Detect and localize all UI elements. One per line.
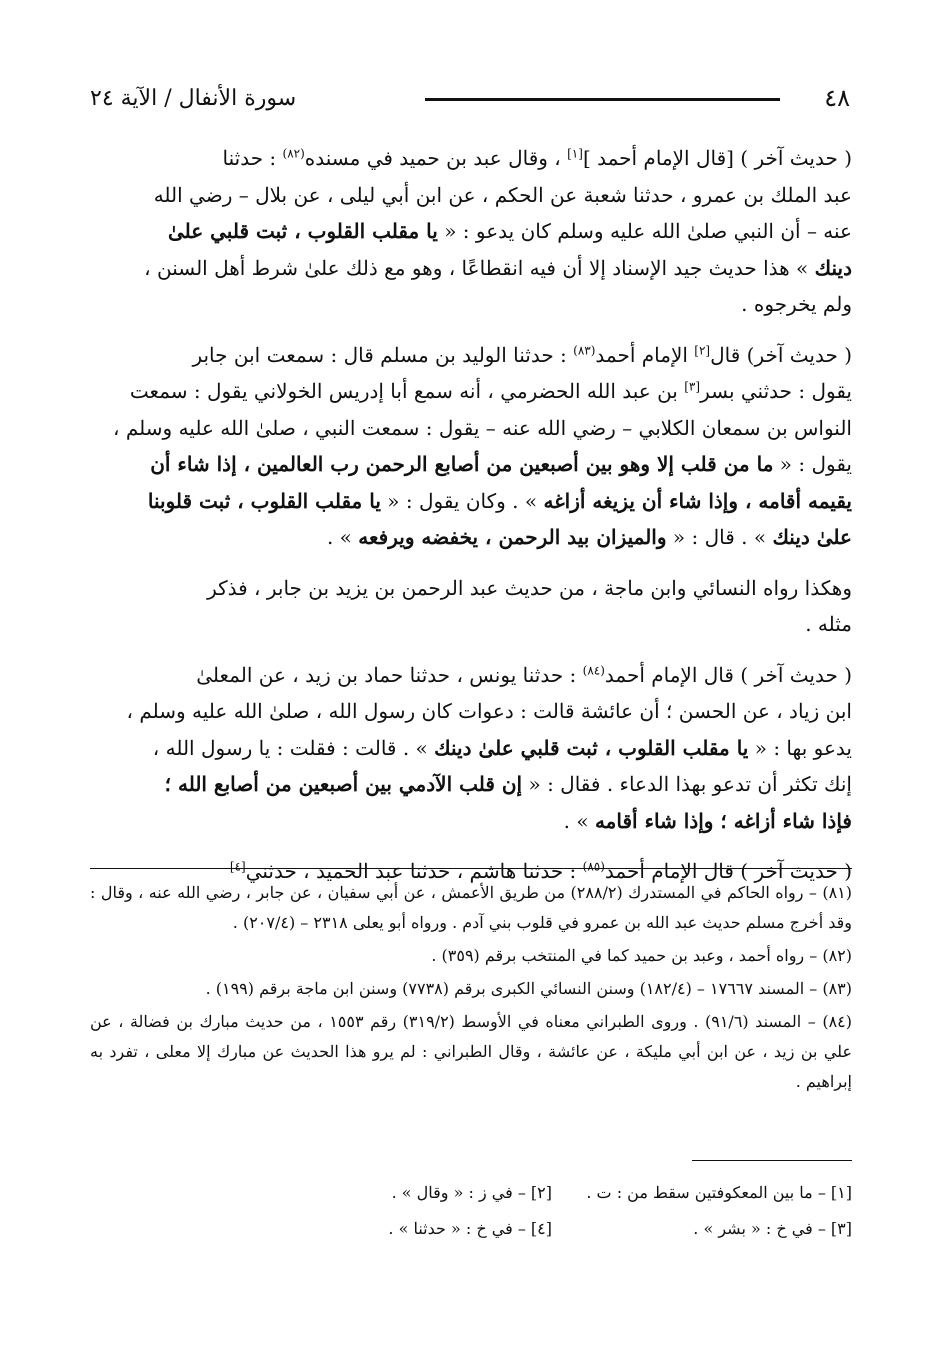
footnote-83: (٨٣) – المسند ١٧٦٦٧ – (١٨٢/٤) وسنن النسائي الكبرى برقم (٧٧٣٨) وسنن ابن ماجة برقم (١٩٩) .	[205, 979, 852, 998]
text-line	[90, 337, 852, 374]
text-segment: يقول : حدثني بسر	[700, 379, 852, 403]
text-line	[90, 140, 852, 177]
text-segment: ( حديث آخر) قال	[710, 342, 852, 367]
text-line	[90, 803, 852, 840]
text-segment: » هذا حديث جيد الإسناد إلا أن فيه انقطاعًا ، وهو مع ذلك علىٰ شرط أهل السنن ،	[144, 255, 815, 280]
hadith-quote: يقيمه أقامه ، وإذا شاء أن يزيغه أزاغه	[543, 488, 852, 513]
text-segment: » .	[326, 525, 359, 549]
text-line	[90, 410, 852, 447]
reference-marker: (٨٣)	[573, 342, 596, 357]
variant-1: [١] – ما بين المعكوفتين سقط من : ت .	[586, 1183, 852, 1202]
text-segment: إنك تكثر أن تدعو بهذا الدعاء . فقال : «	[522, 772, 852, 796]
text-segment: ابن زياد ، عن الحسن ؛ أن عائشة قالت : دعوات كان رسول الله ، صلىٰ الله عليه وسلم ،	[126, 699, 852, 723]
variants-row	[90, 1175, 852, 1211]
text-segment: ( حديث آخر ) [قال الإمام أحمد ]	[582, 146, 852, 170]
reference-marker: [٣]	[684, 379, 701, 394]
hadith-quote: يا مقلب القلوب ، ثبت قلوبنا	[147, 488, 381, 513]
text-segment: : حدثنا الوليد بن مسلم قال : سمعت ابن جابر	[192, 342, 574, 367]
text-line	[90, 213, 852, 250]
reference-marker: (٨٥)	[582, 859, 605, 874]
reference-marker: [٤]	[229, 859, 246, 874]
text-segment: النواس بن سمعان الكلابي – رضي الله عنه – يقول : سمعت النبي ، صلىٰ الله عليه وسلم ،	[113, 415, 852, 440]
text-segment: مثله .	[805, 612, 852, 636]
reference-marker: [١]	[567, 146, 583, 161]
text-segment: » . قالت : فقلت : يا رسول الله ،	[152, 735, 435, 760]
text-segment: » . وكان يقول : «	[380, 488, 544, 513]
text-segment: » . قال : «	[666, 525, 773, 549]
running-title: سورة الأنفال / الآية ٢٤	[90, 86, 297, 111]
text-segment: ( حديث آخر ) قال الإمام أحمد	[604, 662, 852, 687]
hadith-quote: إن قلب الآدمي بين أصبعين من أصابع الله ؛	[164, 772, 523, 796]
text-segment: : حدثنا يونس ، حدثنا حماد بن زيد ، عن المعلىٰ	[196, 662, 583, 687]
text-segment: بن عبد الله الحضرمي ، أنه سمع أبا إدريس الخولاني يقول : سمعت	[129, 379, 685, 403]
text-line	[90, 177, 852, 214]
main-text	[90, 140, 852, 904]
hadith-quote: يا مقلب القلوب ، ثبت قلبي علىٰ دينك	[434, 735, 749, 760]
paragraph	[90, 657, 852, 840]
text-segment: يدعو بها : «	[748, 735, 852, 760]
text-line	[90, 766, 852, 803]
text-segment: » .	[563, 808, 595, 833]
reference-marker: (٨٢)	[282, 146, 305, 161]
variant-2: [٢] – في ز : « وقال » .	[391, 1183, 552, 1202]
text-line	[90, 570, 852, 607]
footnote-81: (٨١) – رواه الحاكم في المستدرك (٢٨٨/٢) من طريق الأعمش ، عن أبي سفيان ، عن جابر ، رضي الله عنه ، وقال : وقد أخرج مسلم حديث عبد الله بن عمرو في قلوب بني آدم . ورواه أبو يعلى ٢٣١٨ – (٢٠٧/٤) .	[90, 883, 853, 932]
text-line	[90, 250, 852, 287]
text-line	[90, 446, 852, 483]
hadith-quote: دينك	[814, 255, 852, 280]
footnote-82: (٨٢) – رواه أحمد ، وعبد بن حميد كما في المنتخب برقم (٣٥٩) .	[431, 946, 852, 965]
text-line	[90, 286, 852, 323]
text-segment: يقول : «	[773, 452, 852, 476]
header-rule	[425, 98, 780, 101]
manuscript-variants	[90, 1175, 852, 1247]
text-segment: عنه – أن النبي صلىٰ الله عليه وسلم كان يدعو : «	[437, 219, 852, 243]
variant-3: [٣] – في خ : « بشر » .	[693, 1219, 852, 1238]
paragraph	[90, 140, 852, 323]
text-line	[90, 693, 852, 730]
footnote-separator	[90, 868, 852, 869]
hadith-quote: والميزان بيد الرحمن ، يخفضه ويرفعه	[358, 525, 667, 549]
text-segment: ( حديث آخر ) قال الإمام أحمد	[604, 859, 852, 883]
text-line	[90, 483, 852, 520]
text-segment: : حدثنا هاشم ، حدثنا عبد الحميد ، حدثني	[245, 859, 583, 883]
reference-marker: (٨٤)	[582, 662, 605, 677]
text-line	[90, 730, 852, 767]
text-segment: : حدثنا	[222, 146, 283, 170]
text-line	[90, 657, 852, 694]
text-segment: وهكذا رواه النسائي وابن ماجة ، من حديث عبد الرحمن بن يزيد بن جابر ، فذكر	[207, 575, 852, 600]
page-header	[90, 84, 850, 124]
text-segment: عبد الملك بن عمرو ، حدثنا شعبة عن الحكم ، عن ابن أبي ليلى ، عن بلال – رضي الله	[153, 182, 852, 207]
footnotes	[90, 878, 852, 1100]
text-line	[90, 606, 852, 643]
text-segment: ولم يخرجوه .	[741, 292, 852, 316]
paragraph	[90, 570, 852, 643]
hadith-quote: يا مقلب القلوب ، ثبت قلبي علىٰ	[167, 219, 438, 243]
text-segment: ، وقال عبد بن حميد في مسنده	[304, 146, 568, 170]
paragraph	[90, 337, 852, 556]
variants-row	[90, 1211, 852, 1247]
footnote-84: (٨٤) – المسند (٩١/٦) . وروى الطبراني معناه في الأوسط (٣١٩/٢) رقم ١٥٥٣ ، من حديث مبارك بن فضالة ، عن علي بن زيد ، عن ابن أبي مليكة ، عن عائشة ، وقال الطبراني : لم يرو هذا الحديث عن مبارك إلا معلى ، تفرد به إبراهيم .	[90, 1012, 852, 1091]
variants-separator	[692, 1160, 852, 1161]
page-number: ٤٨	[824, 84, 850, 112]
text-segment: الإمام أحمد	[595, 342, 695, 367]
text-line	[90, 373, 852, 410]
hadith-quote: ما من قلب إلا وهو بين أصبعين من أصابع الرحمن رب العالمين ، إذا شاء أن	[150, 452, 774, 476]
variant-4: [٤] – في خ : « حدثنا » .	[388, 1219, 552, 1238]
hadith-quote: علىٰ دينك	[772, 525, 852, 549]
reference-marker: [٢]	[694, 342, 711, 357]
text-line	[90, 519, 852, 556]
hadith-quote: فإذا شاء أزاغه ؛ وإذا شاء أقامه	[594, 808, 852, 833]
